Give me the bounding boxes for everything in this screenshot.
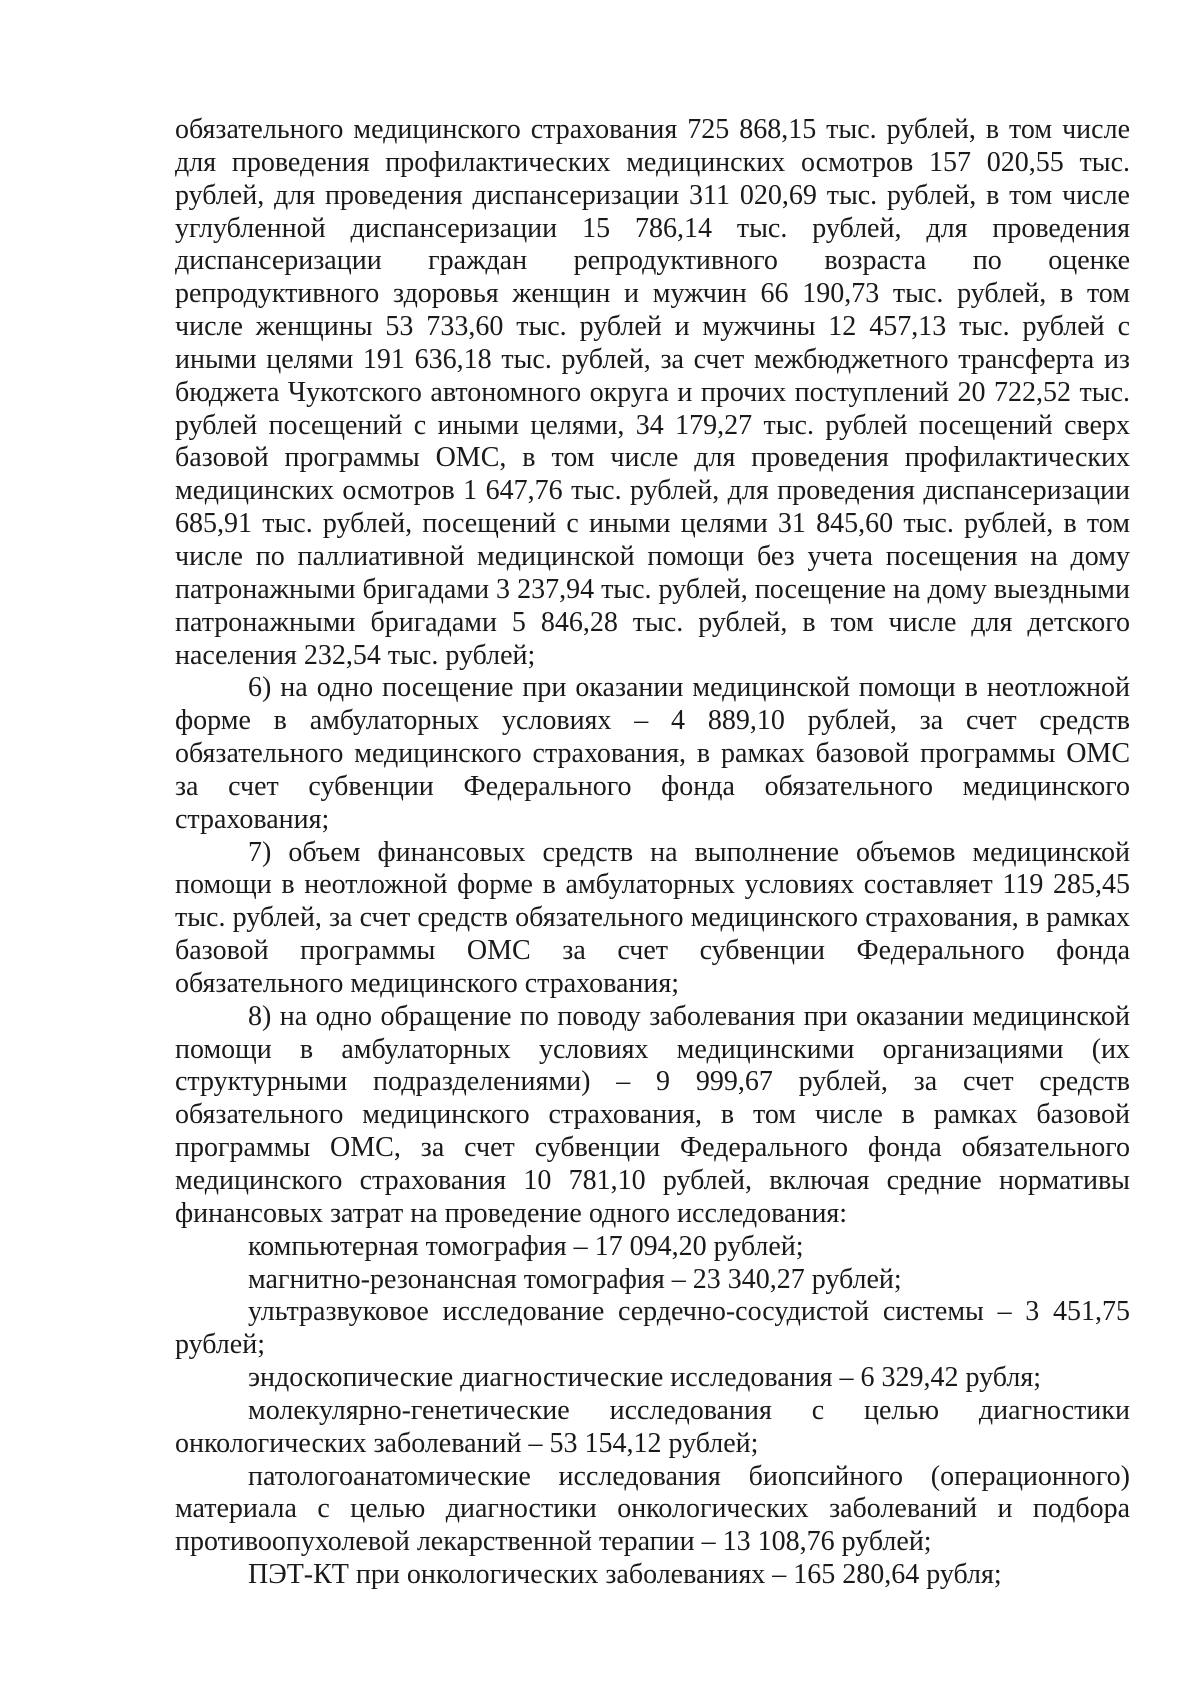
- paragraph-pet-ct: ПЭТ-КТ при онкологических заболеваниях – 165 280,64 рубля;: [248, 1559, 1002, 1591]
- document-body: [175, 114, 1130, 1592]
- paragraph-item-8: 8) на одно обращение по поводу заболевания при оказании медицинской помощи в амбулаторных условиях медицинскими организациями (их структурными подразделениями) – 9 999,67 рублей, за счет средств обязательного медицинского страхования, в том числе в рамках базовой программы ОМС, за счет субвенции Федерального фонда обязательного медицинского страхования 10 781,10 рублей, включая средние нормативы финансовых затрат на проведение одного исследования:: [175, 1000, 1130, 1229]
- paragraph-continuation: обязательного медицинского страхования 725 868,15 тыс. рублей, в том числе для проведения профилактических медицинских осмотров 157 020,55 тыс. рублей, для проведения диспансеризации 311 020,69 тыс. рублей, в том числе углубленной диспансеризации 15 786,14 тыс. рублей, для проведения диспансеризации граждан репродуктивного возраста по оценке репродуктивного здоровья женщин и мужчин 66 190,73 тыс. рублей, в том числе женщины 53 733,60 тыс. рублей и мужчины 12 457,13 тыс. рублей с иными целями 191 636,18 тыс. рублей, за счет межбюджетного трансферта из бюджета Чукотского автономного округа и прочих поступлений 20 722,52 тыс. рублей посещений с иными целями, 34 179,27 тыс. рублей посещений сверх базовой программы ОМС, в том числе для проведения профилактических медицинских осмотров 1 647,76 тыс. рублей, для проведения диспансеризации 685,91 тыс. рублей, посещений с иными целями 31 845,60 тыс. рублей, в том числе по паллиативной медицинской помощи без учета посещения на дому патронажными бригадами 3 237,94 тыс. рублей, посещение на дому выездными патронажными бригадами 5 846,28 тыс. рублей, в том числе для детского населения 232,54 тыс. рублей;: [175, 114, 1130, 671]
- paragraph-item-7: 7) объем финансовых средств на выполнение объемов медицинской помощи в неотложной форме в амбулаторных условиях составляет 119 285,45 тыс. рублей, за счет средств обязательного медицинского страхования, в рамках базовой программы ОМС за счет субвенции Федерального фонда обязательного медицинского страхования;: [175, 836, 1130, 999]
- paragraph-ultrasound: ультразвуковое исследование сердечно-сосудистой системы – 3 451,75 рублей;: [175, 1296, 1130, 1361]
- paragraph-pathology: патологоанатомические исследования биопсийного (операционного) материала с целью диагностики онкологических заболеваний и подбора противоопухолевой лекарственной терапии – 13 108,76 рублей;: [175, 1460, 1130, 1558]
- paragraph-ct: компьютерная томография – 17 094,20 рублей;: [248, 1230, 804, 1262]
- paragraph-endoscopy: эндоскопические диагностические исследования – 6 329,42 рубля;: [248, 1362, 1041, 1394]
- paragraph-item-6: 6) на одно посещение при оказании медицинской помощи в неотложной форме в амбулаторных условиях – 4 889,10 рублей, за счет средств обязательного медицинского страхования, в рамках базовой программы ОМС за счет субвенции Федерального фонда обязательного медицинского страхования;: [175, 672, 1130, 835]
- paragraph-molecular-genetic: молекулярно-генетические исследования с целью диагностики онкологических заболеваний – 53 154,12 рублей;: [175, 1394, 1130, 1459]
- paragraph-mri: магнитно-резонансная томография – 23 340,27 рублей;: [248, 1263, 902, 1295]
